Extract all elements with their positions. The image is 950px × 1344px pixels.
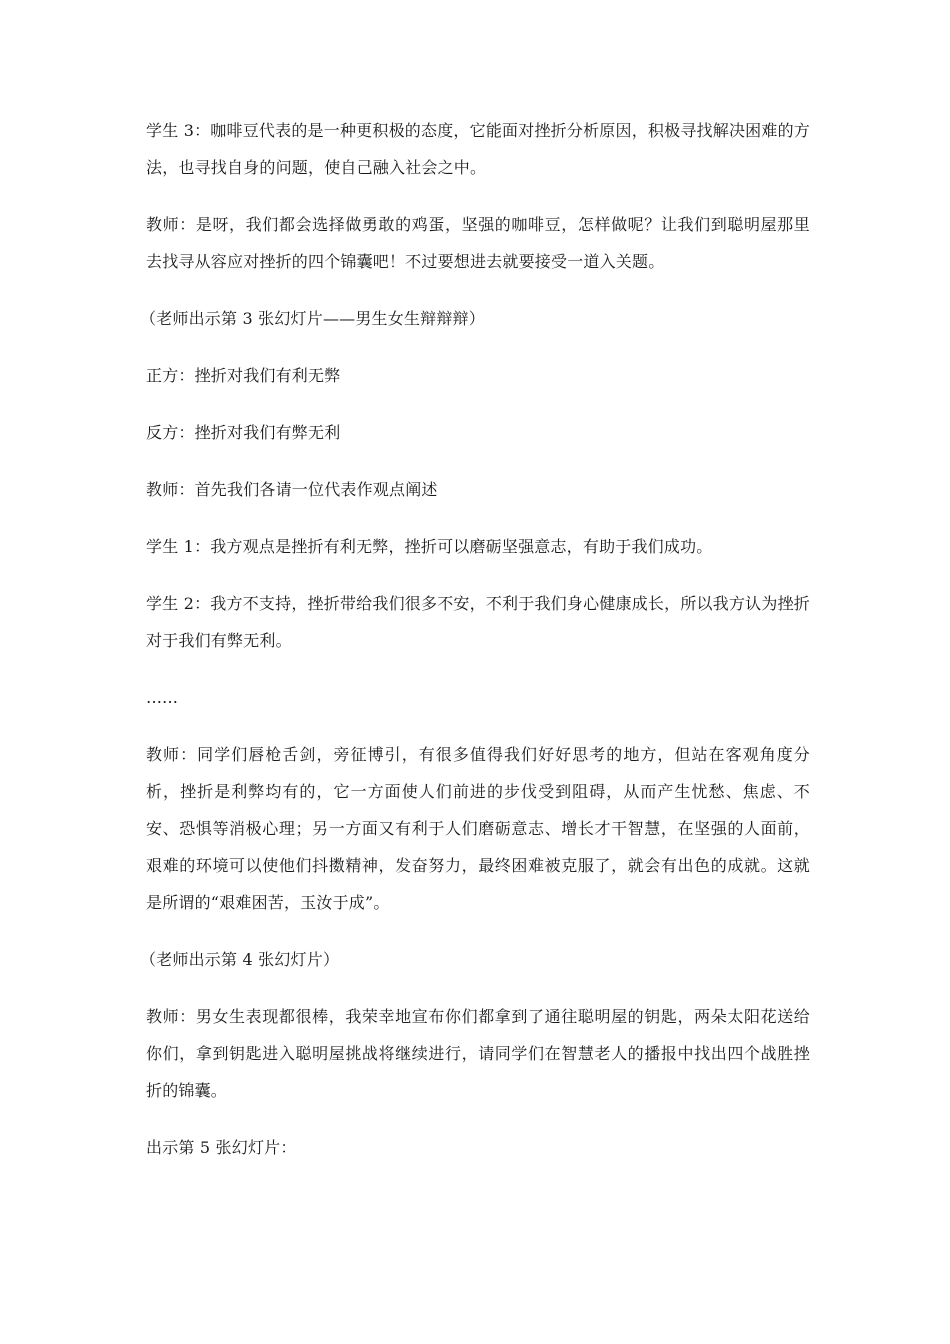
paragraph-student3-coffee-bean: 学生 3：咖啡豆代表的是一种更积极的态度，它能面对挫折分析原因，积极寻找解决困难的方法，也寻找自身的问题，使自己融入社会之中。: [146, 121, 810, 177]
paragraph-teacher-representatives: 教师：首先我们各请一位代表作观点阐述: [146, 480, 438, 499]
paragraph-student2-view: 学生 2：我方不支持，挫折带给我们很多不安，不利于我们身心健康成长，所以我方认为挫折对于我们有弊无利。: [146, 594, 810, 650]
paragraph-slide4-note: （老师出示第 4 张幻灯片）: [140, 950, 340, 969]
paragraph-student1-view: 学生 1：我方观点是挫折有利无弊，挫折可以磨砺坚强意志，有助于我们成功。: [146, 537, 713, 556]
paragraph-slide5-note: 出示第 5 张幻灯片：: [146, 1138, 297, 1157]
document-page: [140, 112, 810, 1186]
paragraph-negative-side: 反方：挫折对我们有弊无利: [146, 423, 341, 442]
paragraph-teacher-summary: 教师：同学们唇枪舌剑，旁征博引，有很多值得我们好好思考的地方，但站在客观角度分析，挫折是利弊均有的，它一方面使人们前进的步伐受到阻碍，从而产生忧愁、焦虑、不安、恐惧等消极心理；另一方面又有利于人们磨砺意志、增长才干智慧，在坚强的人面前，艰难的环境可以使他们抖擞精神，发奋努力，最终困难被克服了，就会有出色的成就。这就是所谓的“艰难困苦，玉汝于成”。: [146, 745, 810, 912]
paragraph-teacher-keys: 教师：男女生表现都很棒，我荣幸地宣布你们都拿到了通往聪明屋的钥匙，两朵太阳花送给你们，拿到钥匙进入聪明屋挑战将继续进行，请同学们在智慧老人的播报中找出四个战胜挫折的锦囊。: [146, 1007, 810, 1100]
paragraph-ellipsis: ……: [146, 688, 178, 707]
paragraph-affirmative-side: 正方：挫折对我们有利无弊: [146, 366, 341, 385]
paragraph-teacher-smart-house: 教师：是呀，我们都会选择做勇敢的鸡蛋，坚强的咖啡豆，怎样做呢？让我们到聪明屋那里去找寻从容应对挫折的四个锦囊吧！不过要想进去就要接受一道入关题。: [146, 215, 810, 271]
paragraph-slide3-note: （老师出示第 3 张幻灯片——男生女生辩辩辩）: [140, 309, 485, 328]
